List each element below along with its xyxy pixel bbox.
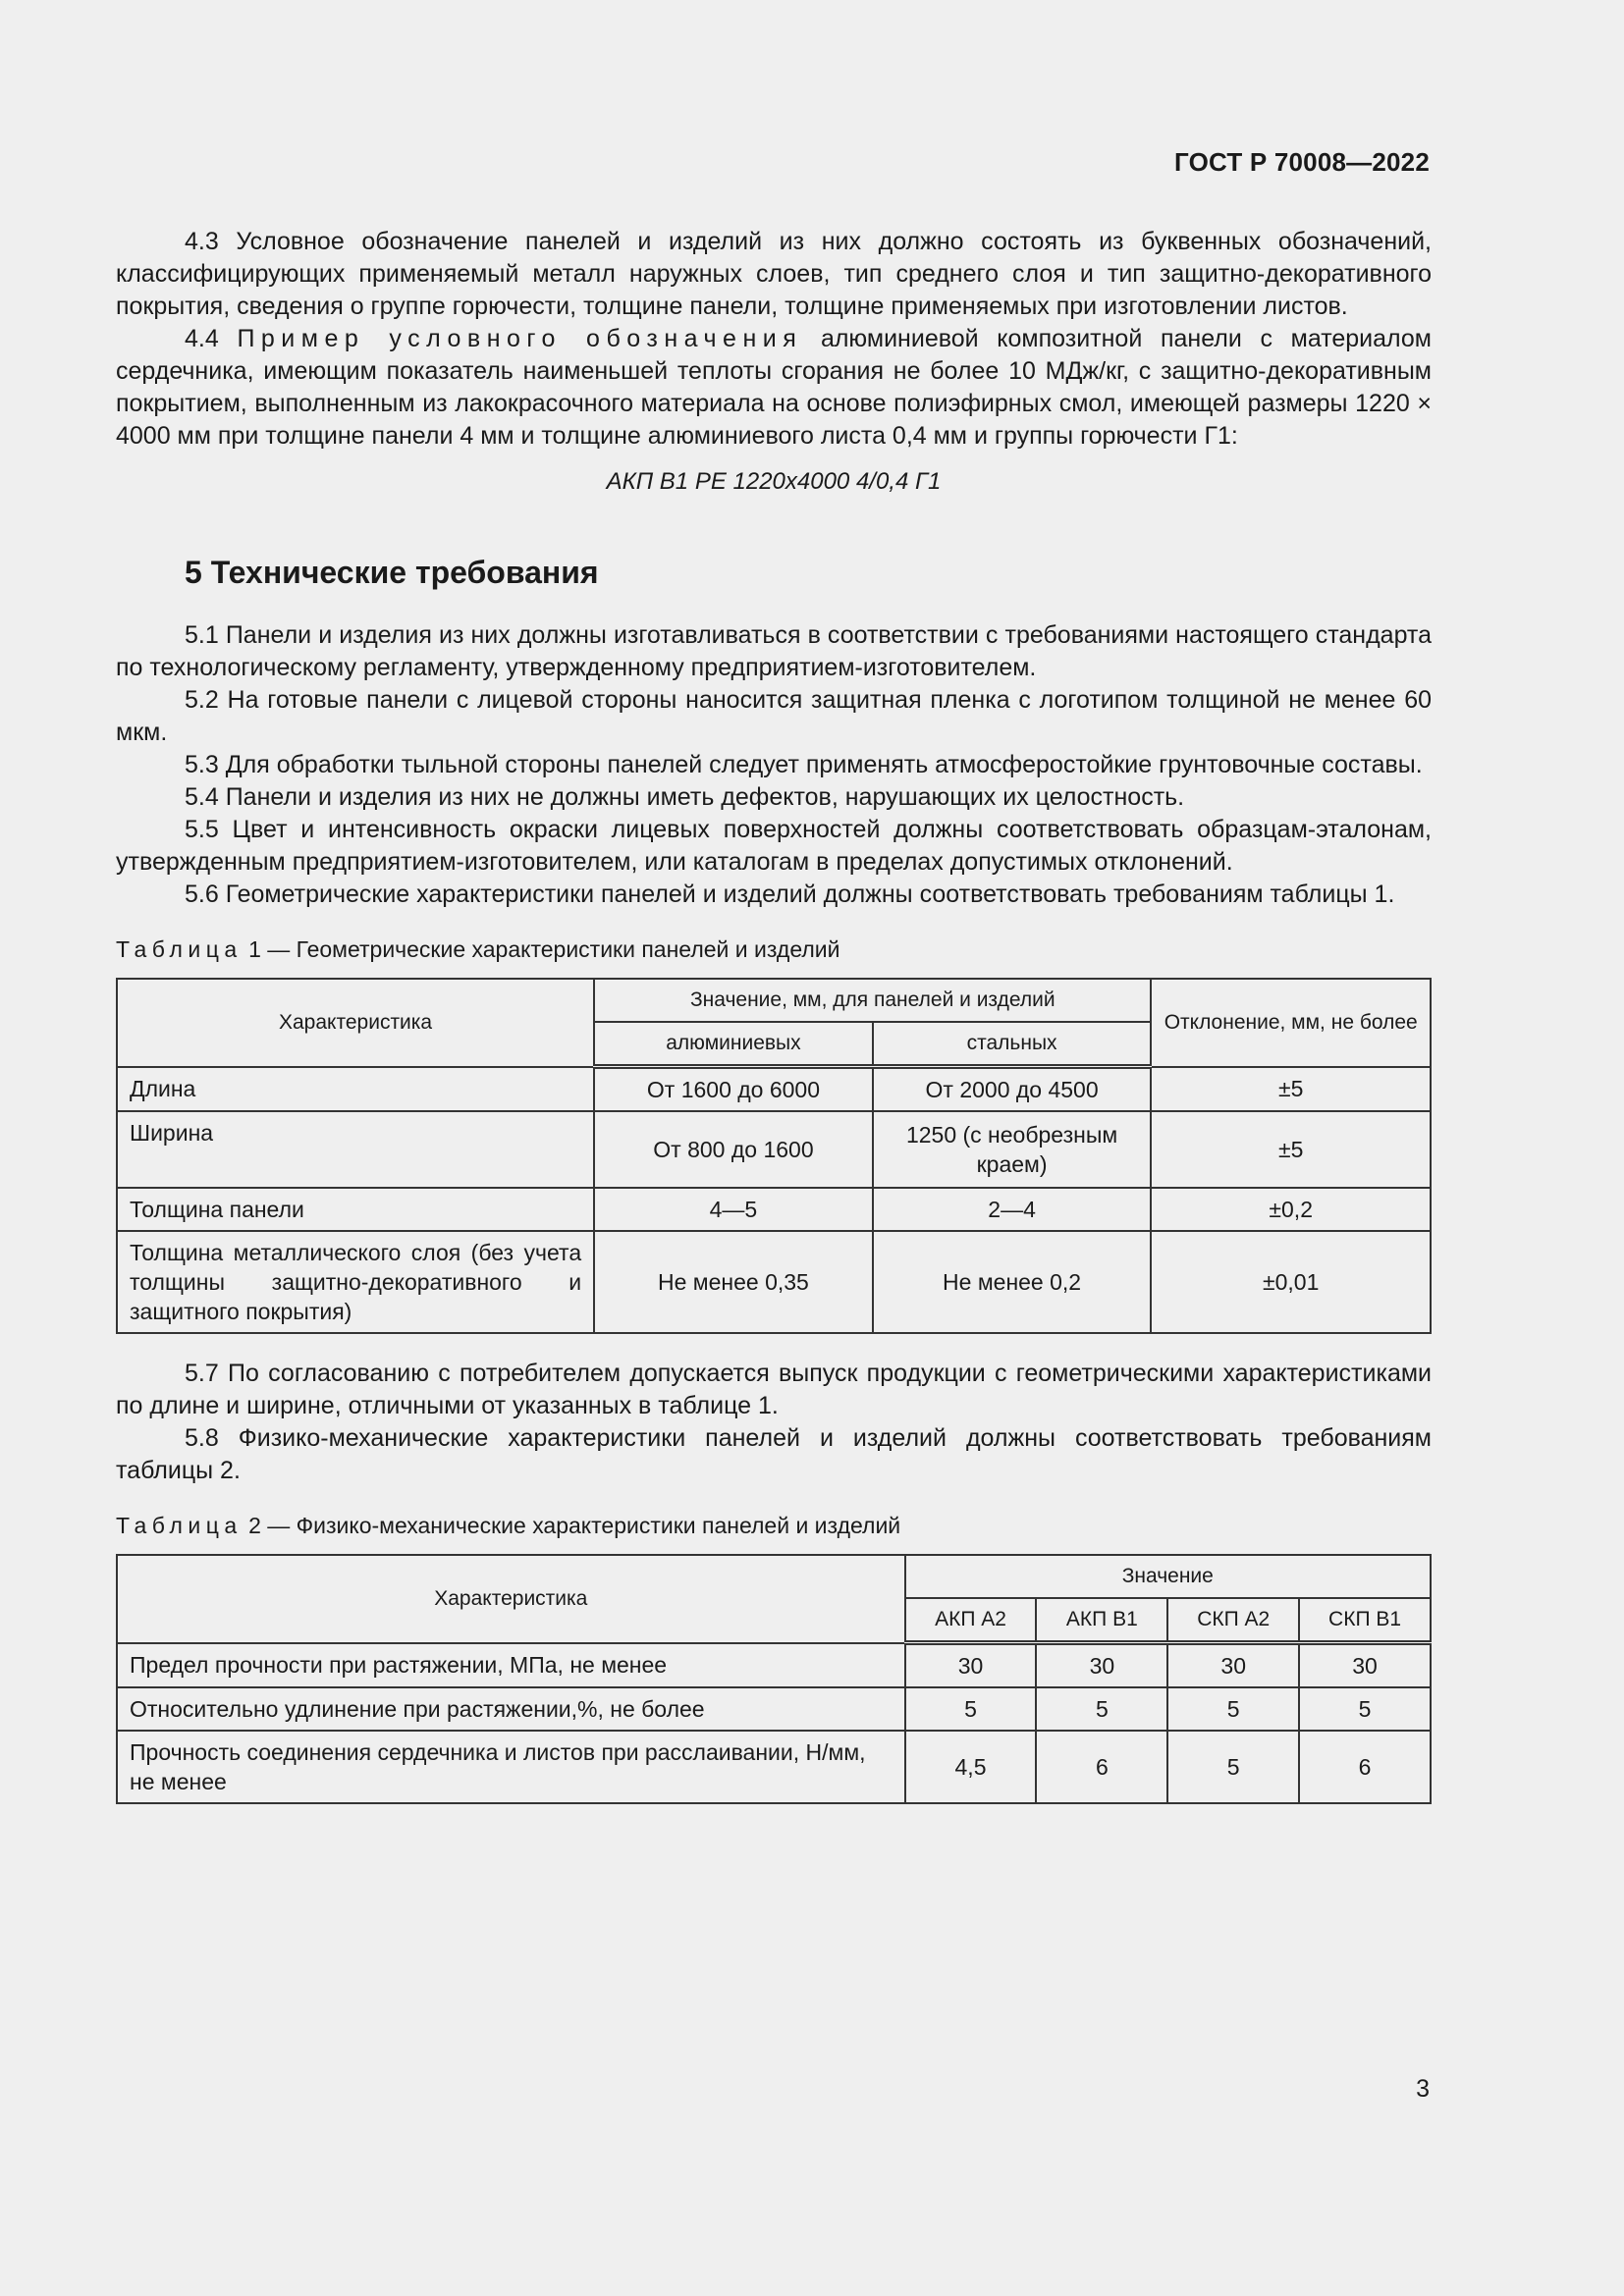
t1-cell-deviation: ±0,01 bbox=[1151, 1231, 1431, 1333]
designation-example: АКП В1 PE 1220х4000 4/0,4 Г1 bbox=[606, 468, 942, 495]
paragraph-5-3: 5.3 Для обработки тыльной стороны панелей следует применять атмосферостойкие грунтовочные составы. bbox=[185, 751, 1423, 778]
paragraph-4-4 bbox=[116, 323, 1432, 453]
t1-cell-aluminum: От 1600 до 6000 bbox=[594, 1067, 873, 1112]
table-row bbox=[117, 1731, 1431, 1803]
t1-header-value-group: Значение, мм, для панелей и изделий bbox=[594, 979, 1151, 1022]
t2-cell-value: 30 bbox=[1167, 1643, 1299, 1688]
t2-header-characteristic: Характеристика bbox=[117, 1555, 905, 1643]
table-row bbox=[117, 1067, 1431, 1112]
table-1-caption-word: Таблица bbox=[116, 936, 243, 962]
t2-cell-value: 30 bbox=[1299, 1643, 1431, 1688]
table-row bbox=[117, 1188, 1431, 1231]
t1-cell-aluminum: От 800 до 1600 bbox=[594, 1111, 873, 1188]
t2-header-col: СКП А2 bbox=[1167, 1598, 1299, 1643]
t1-header-aluminum: алюминиевых bbox=[594, 1022, 873, 1067]
standard-number: ГОСТ Р 70008—2022 bbox=[1174, 147, 1430, 177]
paragraph-5-2: 5.2 На готовые панели с лицевой стороны наносится защитная пленка с логотипом толщиной не менее 60 мкм. bbox=[116, 686, 1432, 746]
t2-cell-value: 5 bbox=[1167, 1687, 1299, 1731]
t1-cell-steel: От 2000 до 4500 bbox=[873, 1067, 1152, 1112]
t2-cell-value: 6 bbox=[1036, 1731, 1167, 1803]
paragraph-5-8: 5.8 Физико-механические характеристики панелей и изделий должны соответствовать требованиям таблицы 2. bbox=[116, 1424, 1432, 1484]
paragraph-5-5: 5.5 Цвет и интенсивность окраски лицевых поверхностей должны соответствовать образцам-эталонам, утвержденным предприятием-изготовителем, или каталогам в пределах допустимых отклонений. bbox=[116, 816, 1432, 876]
t1-cell-deviation: ±0,2 bbox=[1151, 1188, 1431, 1231]
t2-cell-value: 6 bbox=[1299, 1731, 1431, 1803]
t1-cell-deviation: ±5 bbox=[1151, 1067, 1431, 1112]
table-2-caption-word: Таблица bbox=[116, 1513, 243, 1538]
t2-cell-value: 5 bbox=[1299, 1687, 1431, 1731]
table-1-caption-text: 1 — Геометрические характеристики панелей и изделий bbox=[242, 936, 840, 962]
t1-header-deviation: Отклонение, мм, не более bbox=[1151, 979, 1431, 1067]
page-number: 3 bbox=[1416, 2075, 1430, 2103]
paragraph-5-4: 5.4 Панели и изделия из них не должны иметь дефектов, нарушающих их целостность. bbox=[185, 783, 1185, 811]
t2-cell-name: Предел прочности при растяжении, МПа, не менее bbox=[117, 1643, 905, 1688]
table-row bbox=[117, 1231, 1431, 1333]
table-row bbox=[117, 1643, 1431, 1688]
t2-cell-value: 30 bbox=[1036, 1643, 1167, 1688]
t1-cell-aluminum: 4—5 bbox=[594, 1188, 873, 1231]
t2-cell-value: 4,5 bbox=[905, 1731, 1037, 1803]
t2-cell-value: 30 bbox=[905, 1643, 1037, 1688]
paragraph-5-7: 5.7 По согласованию с потребителем допускается выпуск продукции с геометрическими характеристиками по длине и ширине, отличными от указанных в таблице 1. bbox=[116, 1360, 1432, 1419]
t1-cell-aluminum: Не менее 0,35 bbox=[594, 1231, 873, 1333]
table-row bbox=[117, 1111, 1431, 1188]
t1-cell-name: Длина bbox=[117, 1067, 594, 1112]
table-1-geometry bbox=[116, 978, 1432, 1334]
t2-header-col: АКП В1 bbox=[1036, 1598, 1167, 1643]
t2-cell-name: Относительно удлинение при растяжении,%, не более bbox=[117, 1687, 905, 1731]
table-2-mechanical bbox=[116, 1554, 1432, 1804]
t1-cell-steel: 1250 (с необрезным краем) bbox=[873, 1111, 1152, 1188]
t1-cell-name: Толщина металлического слоя (без учета толщины защитно-декоративного и защитного покрытия) bbox=[117, 1231, 594, 1333]
t2-header-col: СКП В1 bbox=[1299, 1598, 1431, 1643]
table-row bbox=[117, 1687, 1431, 1731]
example-label: Пример условного обозначения bbox=[237, 325, 803, 352]
t2-cell-value: 5 bbox=[1036, 1687, 1167, 1731]
t1-header-steel: стальных bbox=[873, 1022, 1152, 1067]
t1-cell-steel: 2—4 bbox=[873, 1188, 1152, 1231]
t1-cell-deviation: ±5 bbox=[1151, 1111, 1431, 1188]
t2-cell-value: 5 bbox=[1167, 1731, 1299, 1803]
t1-cell-name: Толщина панели bbox=[117, 1188, 594, 1231]
table-2-caption bbox=[116, 1511, 1432, 1540]
t1-cell-name: Ширина bbox=[117, 1111, 594, 1188]
table-1-caption bbox=[116, 934, 1432, 964]
t1-header-characteristic: Характеристика bbox=[117, 979, 594, 1067]
paragraph-5-6: 5.6 Геометрические характеристики панелей и изделий должны соответствовать требованиям таблицы 1. bbox=[185, 881, 1395, 908]
page-content bbox=[116, 226, 1432, 1804]
t2-header-value: Значение bbox=[905, 1555, 1431, 1598]
t2-cell-value: 5 bbox=[905, 1687, 1037, 1731]
paragraph-4-4-text: алюминиевой композитной панели с материалом сердечника, имеющим показатель наименьшей теплоты сгорания не более 10 МДж/кг, с защитно-декоративным покрытием, выполненным из лакокрасочного материала на основе полиэфирных смол, имеющей размеры 1220 × 4000 мм при толщине панели 4 мм и толщине алюминиевого листа 0,4 мм и группы горючести Г1: bbox=[116, 325, 1432, 450]
paragraph-4-3: 4.3 Условное обозначение панелей и изделий из них должно состоять из буквенных обозначений, классифицирующих применяемый металл наружных слоев, тип среднего слоя и тип защитно-декоративного покрытия, сведения о группе горючести, толщине панели, толщине применяемых при изготовлении листов. bbox=[116, 228, 1432, 320]
t2-cell-name: Прочность соединения сердечника и листов при расслаивании, Н/мм, не менее bbox=[117, 1731, 905, 1803]
t2-header-col: АКП А2 bbox=[905, 1598, 1037, 1643]
paragraph-5-1: 5.1 Панели и изделия из них должны изготавливаться в соответствии с требованиями настоящего стандарта по технологическому регламенту, утвержденному предприятием-изготовителем. bbox=[116, 621, 1432, 681]
t1-cell-steel: Не менее 0,2 bbox=[873, 1231, 1152, 1333]
paragraph-4-4-number: 4.4 bbox=[185, 325, 219, 352]
section-5-title: 5 Технические требования bbox=[185, 555, 599, 590]
table-2-caption-text: 2 — Физико-механические характеристики панелей и изделий bbox=[242, 1513, 901, 1538]
